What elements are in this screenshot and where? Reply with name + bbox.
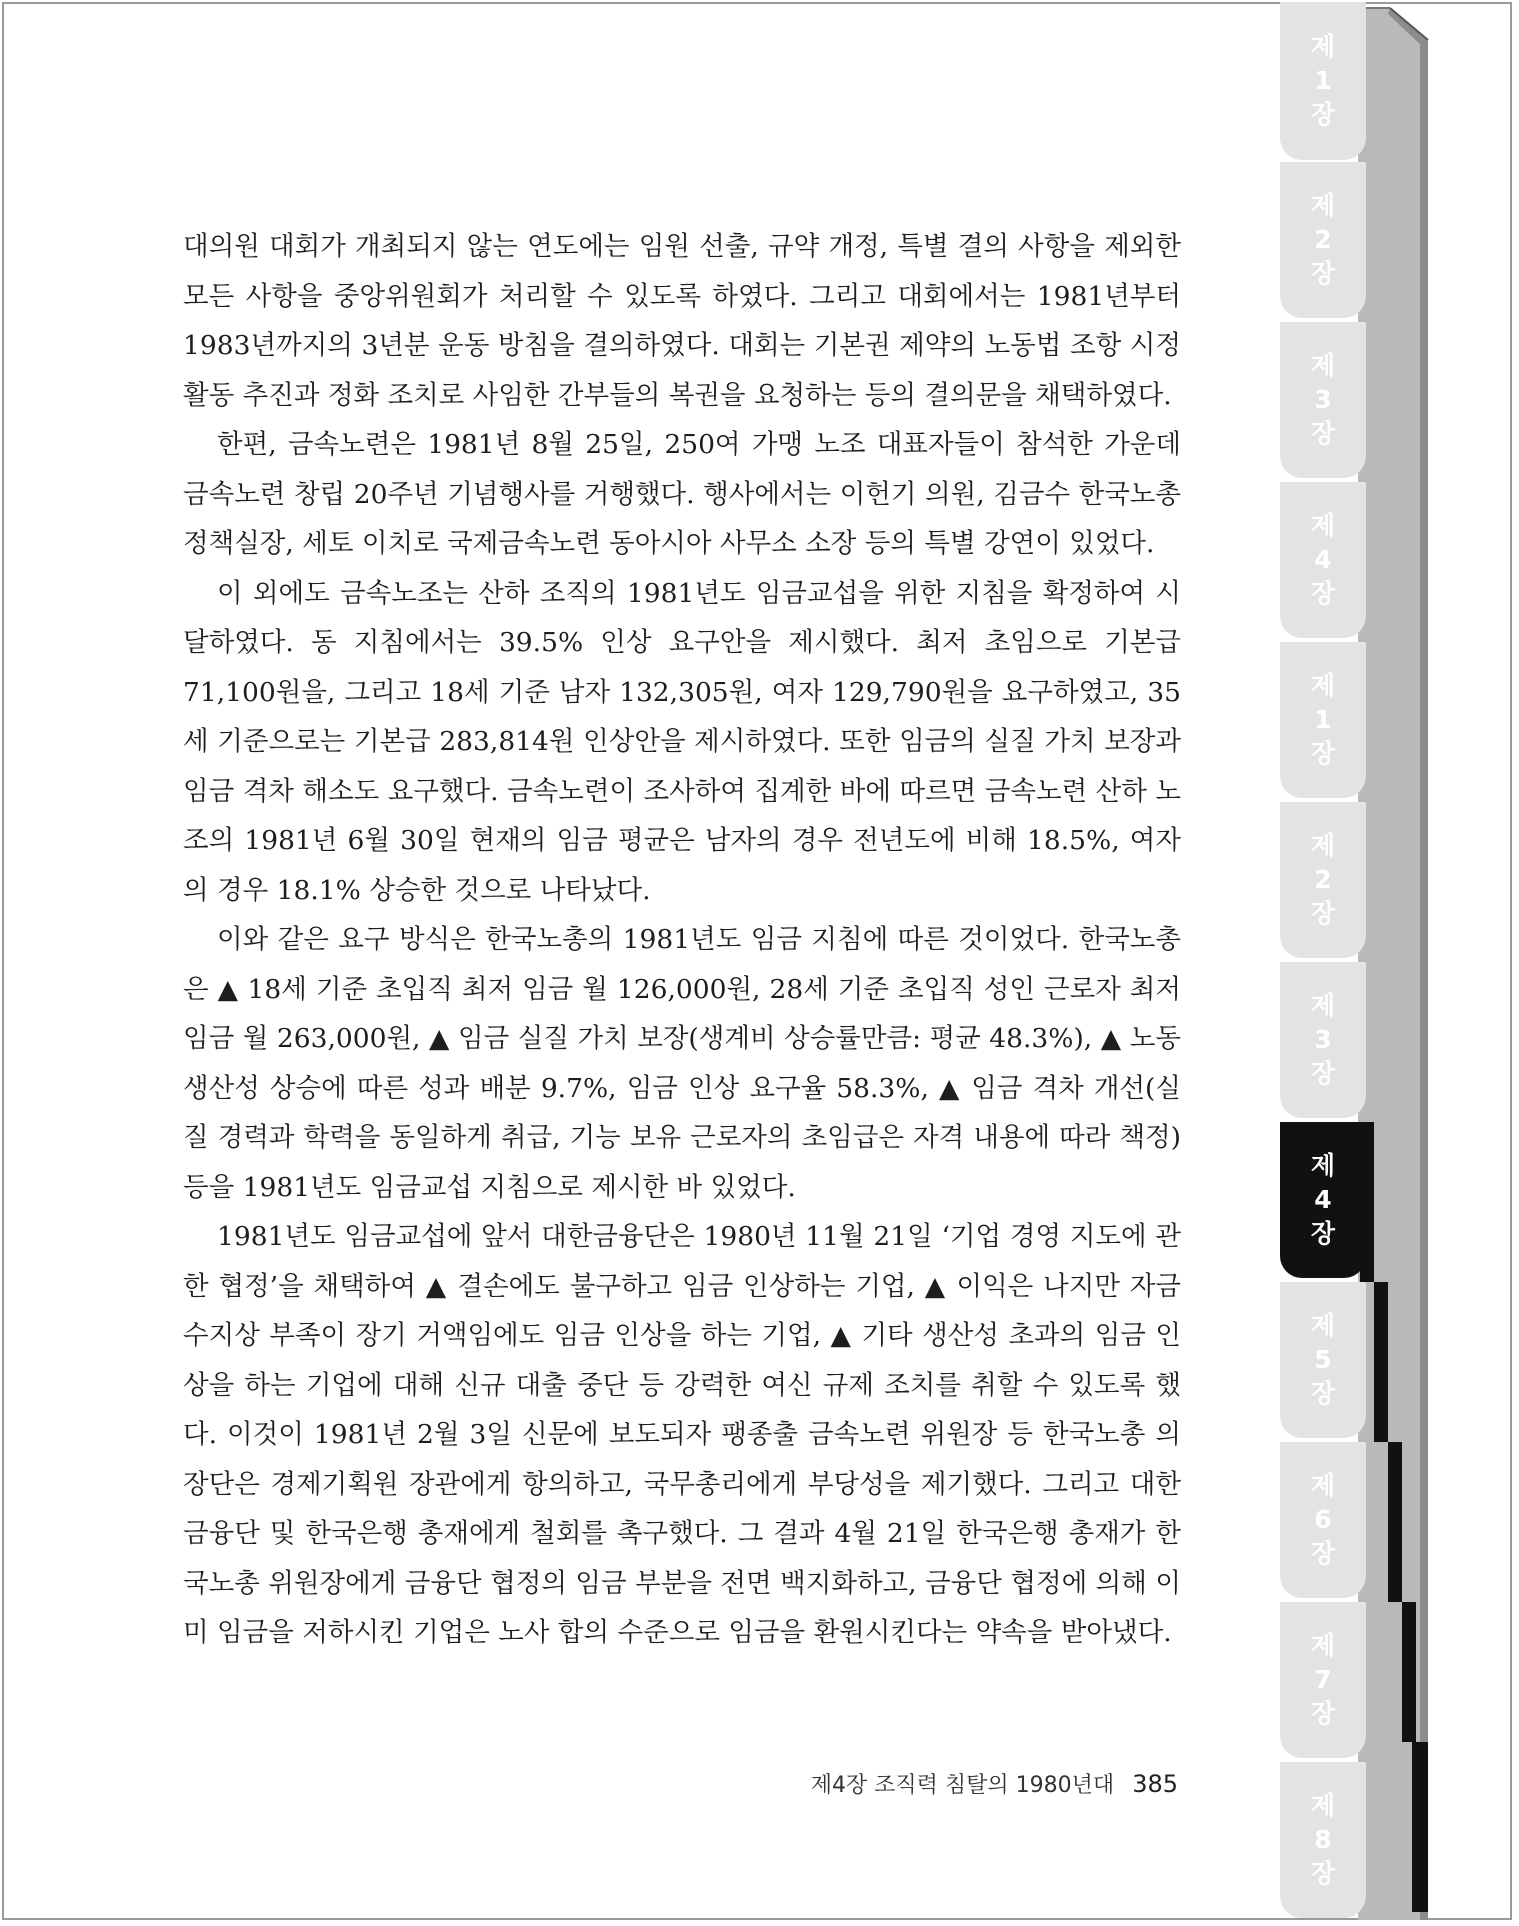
paragraph: 대의원 대회가 개최되지 않는 연도에는 임원 선출, 규약 개정, 특별 결의 사항을 제외한 모든 사항을 중앙위원회가 처리할 수 있도록 하였다. 그리고 대회에서는 1981년부터 1983년까지의 3년분 운동 방침을 결의하였다. 대회는 기본권 제약의 노동법 조항 시정 활동 추진과 정화 조치로 사임한 간부들의 복권을 요청하는 등의 결의문을 채택하였다.	[183, 231, 1181, 411]
chapter-tab-char: 제	[1310, 671, 1336, 700]
chapter-tab-char: 3	[1314, 385, 1332, 414]
chapter-tab-char: 5	[1314, 1345, 1332, 1374]
chapter-tab-char: 7	[1314, 1665, 1332, 1694]
chapter-tab[interactable]	[1280, 1122, 1366, 1278]
chapter-tab-char: 제	[1310, 1791, 1336, 1820]
paragraph: 한편, 금속노련은 1981년 8월 25일, 250여 가맹 노조 대표자들이 참석한 가운데 금속노련 창립 20주년 기념행사를 거행했다. 행사에서는 이헌기 의원, 김금수 한국노총 정책실장, 세토 이치로 국제금속노련 동아시아 사무소 소장 등의 특별 강연이 있었다.	[183, 429, 1181, 559]
chapter-tab-char: 2	[1314, 865, 1332, 894]
chapter-tab-char: 4	[1314, 1185, 1332, 1214]
chapter-tab-char: 4	[1314, 545, 1332, 574]
running-title: 제4장 조직력 침탈의 1980년대	[810, 1773, 1115, 1798]
chapter-tab-char: 장	[1310, 1059, 1336, 1088]
chapter-tab-char: 제	[1310, 991, 1336, 1020]
chapter-tab-char: 제	[1310, 1631, 1336, 1660]
chapter-tab[interactable]	[1280, 642, 1366, 798]
chapter-tab-char: 제	[1310, 32, 1336, 61]
paragraph: 1981년도 임금교섭에 앞서 대한금융단은 1980년 11월 21일 ‘기업 경영 지도에 관한 협정’을 채택하여 ▲ 결손에도 불구하고 임금 인상하는 기업, ▲ 이익은 나지만 자금 수지상 부족이 장기 거액임에도 임금 인상을 하는 기업, ▲ 기타 생산성 초과의 임금 인상을 하는 기업에 대해 신규 대출 중단 등 강력한 여신 규제 조치를 취할 수 있도록 했다. 이것이 1981년 2월 3일 신문에 보도되자 팽종출 금속노련 위원장 등 한국노총 의장단은 경제기획원 장관에게 항의하고, 국무총리에게 부당성을 제기했다. 그리고 대한금융단 및 한국은행 총재에게 철회를 촉구했다. 그 결과 4월 21일 한국은행 총재가 한국노총 위원장에게 금융단 협정의 임금 부분을 전면 백지화하고, 금융단 협정에 의해 이미 임금을 저하시킨 기업은 노사 합의 수준으로 임금을 환원시킨다는 약속을 받아냈다.	[183, 1221, 1181, 1648]
chapter-tab[interactable]	[1280, 322, 1366, 478]
chapter-tab-char: 장	[1310, 1699, 1336, 1728]
chapter-tab-char: 1	[1314, 66, 1332, 95]
chapter-tab[interactable]	[1280, 1762, 1366, 1918]
chapter-tab[interactable]	[1280, 162, 1366, 318]
chapter-tab-char: 2	[1314, 225, 1332, 254]
chapter-tab[interactable]	[1280, 482, 1366, 638]
chapter-tab-char: 장	[1310, 1859, 1336, 1888]
chapter-tab[interactable]	[1280, 1282, 1366, 1438]
chapter-tab-char: 제	[1310, 1311, 1336, 1340]
paragraph: 이와 같은 요구 방식은 한국노총의 1981년도 임금 지침에 따른 것이었다. 한국노총은 ▲ 18세 기준 초입직 최저 임금 월 126,000원, 28세 기준 초입직 성인 근로자 최저 임금 월 263,000원, ▲ 임금 실질 가치 보장(생계비 상승률만큼: 평균 48.3%), ▲ 노동 생산성 상승에 따른 성과 배분 9.7%, 임금 인상 요구율 58.3%, ▲ 임금 격차 개선(실질 경력과 학력을 동일하게 취급, 기능 보유 근로자의 초임급은 자격 내용에 따라 책정) 등을 1981년도 임금교섭 지침으로 제시한 바 있었다.	[183, 924, 1181, 1203]
chapter-tab-char: 8	[1314, 1825, 1332, 1854]
edge-tick-8	[1412, 1742, 1428, 1912]
chapter-tab-char: 장	[1310, 739, 1336, 768]
edge-tick-7	[1402, 1602, 1416, 1742]
chapter-tab[interactable]	[1280, 802, 1366, 958]
chapter-tab-char: 제	[1310, 1151, 1336, 1180]
body-text	[183, 222, 1181, 1658]
edge-tick-5	[1374, 1282, 1388, 1442]
chapter-tab-char: 장	[1310, 100, 1336, 129]
page-footer	[811, 1768, 1178, 1799]
chapter-tab-char: 3	[1314, 1025, 1332, 1054]
chapter-tab[interactable]	[1280, 1442, 1366, 1598]
chapter-tab[interactable]	[1280, 1602, 1366, 1758]
chapter-tab-char: 장	[1310, 259, 1336, 288]
chapter-tab-char: 6	[1314, 1505, 1332, 1534]
page-number: 385	[1132, 1770, 1178, 1798]
chapter-tab[interactable]	[1280, 962, 1366, 1118]
chapter-tab-char: 제	[1310, 831, 1336, 860]
chapter-tab-char: 1	[1314, 705, 1332, 734]
chapter-tab-char: 장	[1310, 419, 1336, 448]
chapter-tab-char: 제	[1310, 191, 1336, 220]
chapter-tab-char: 장	[1310, 579, 1336, 608]
chapter-tab-char: 제	[1310, 511, 1336, 540]
chapter-tab-char: 장	[1310, 899, 1336, 928]
chapter-tab[interactable]	[1280, 2, 1366, 160]
chapter-tab-char: 장	[1310, 1539, 1336, 1568]
chapter-tab-char: 제	[1310, 1471, 1336, 1500]
paragraph: 이 외에도 금속노조는 산하 조직의 1981년도 임금교섭을 위한 지침을 확정하여 시달하였다. 동 지침에서는 39.5% 인상 요구안을 제시했다. 최저 초임으로 기본급 71,100원을, 그리고 18세 기준 남자 132,305원, 여자 129,790원을 요구하였고, 35세 기준으로는 기본급 283,814원 인상안을 제시하였다. 또한 임금의 실질 가치 보장과 임금 격차 해소도 요구했다. 금속노련이 조사하여 집계한 바에 따르면 금속노련 산하 노조의 1981년 6월 30일 현재의 임금 평균은 남자의 경우 전년도에 비해 18.5%, 여자의 경우 18.1% 상승한 것으로 나타났다.	[183, 577, 1181, 906]
edge-top-bevel	[1358, 8, 1428, 1920]
chapter-tab-char: 장	[1310, 1379, 1336, 1408]
chapter-tab-char: 제	[1310, 351, 1336, 380]
chapter-tab-char: 장	[1310, 1219, 1336, 1248]
edge-tick-6	[1388, 1442, 1402, 1602]
